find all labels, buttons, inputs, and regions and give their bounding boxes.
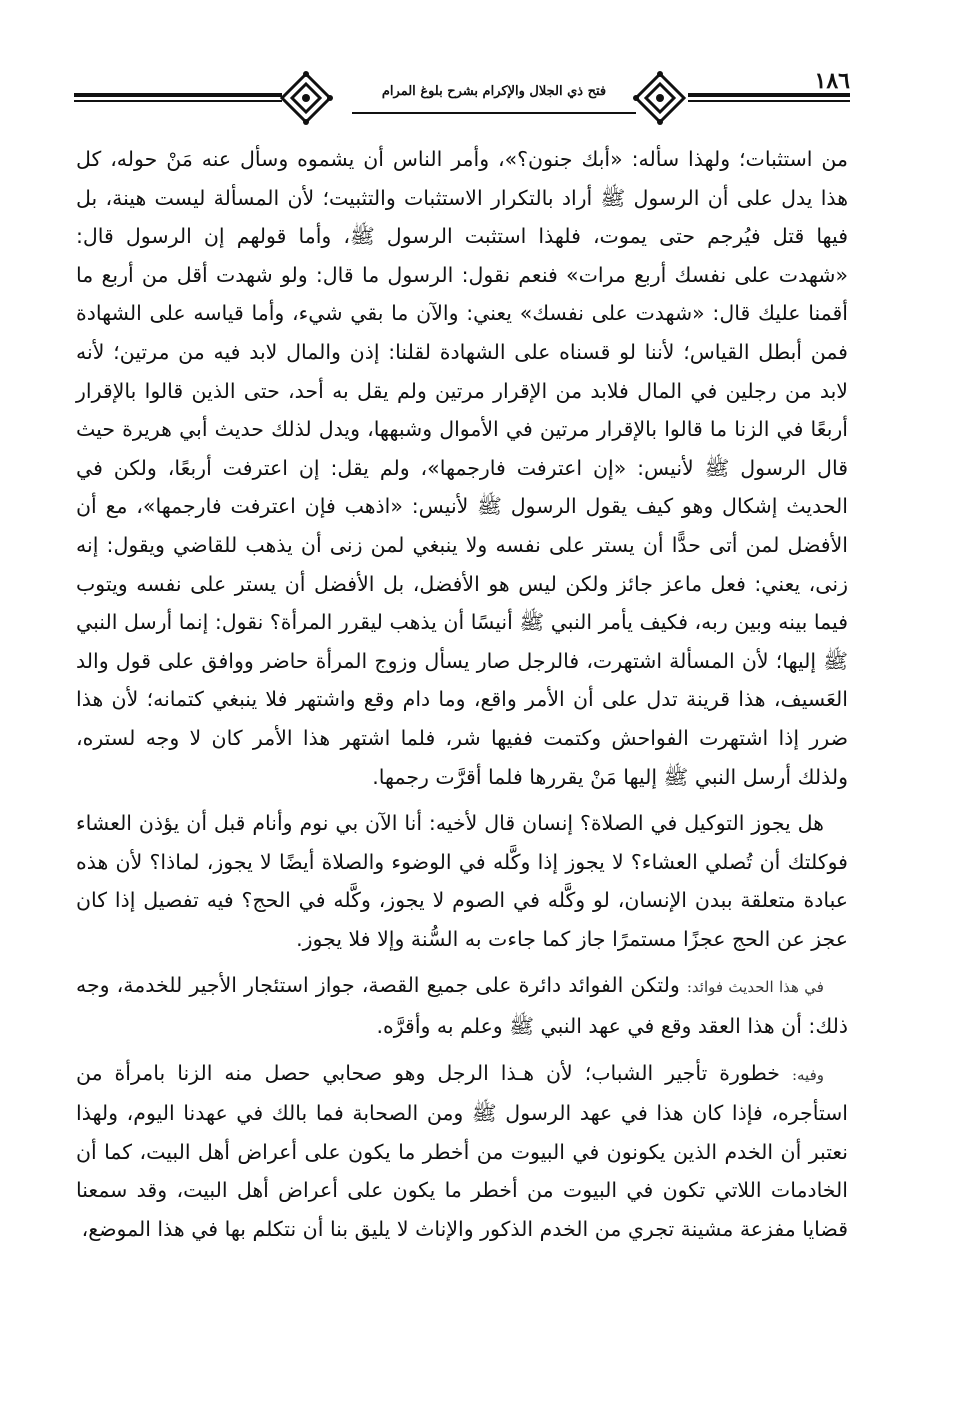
book-title: فتح ذي الجلال والإكرام بشرح بلوغ المرام — [381, 84, 607, 99]
page-body — [76, 140, 848, 1249]
ornament-left-icon — [276, 68, 336, 128]
paragraph-2: هل يجوز التوكيل في الصلاة؟ إنسان قال لأخيه: أنا الآن بي نوم وأنام قبل أن يؤذن العشاء فوكلتك أن تُصلي العشاء؟ لا يجوز إذا وكَّله في الوضوء والصلاة أيضًا لا يجوز، لماذا؟ لأن هذه عبادة متعلقة ببدن الإنسان، لو وكَّله في الصوم لا يجوز، وكَّله في الحج؟ فيه تفصيل إذا كان عجز عن الحج عجزًا مستمرًا جاز كما جاءت به السُّنة وإلا فلا يجوز. — [76, 811, 848, 951]
header-rule-right-thin — [688, 100, 850, 102]
page-number: ١٨٦ — [814, 68, 850, 94]
paragraph-1: من استثبات؛ ولهذا سأله: «أبك جنون؟»، وأمر الناس أن يشموه وسأل عنه مَنْ حوله، كل هذا يدل على أن الرسول ﷺ أراد بالتكرار الاستثبات والتثبيت؛ لأن المسألة ليست هينة، بل فيها قتل فيُرجم حتى يموت، فلهذا استثبت الرسول ﷺ، وأما قولهم إن الرسول قال: «شهدت على نفسك أربع مرات» فنعم نقول: الرسول ما قال: ولو شهدت أقل من أربع ما أقمنا عليك قال: «شهدت على نفسك» يعني: والآن ما بقي شيء، وأما قياسه على الشهادة فمن أبطل القياس؛ لأننا لو قسناه على الشهادة لقلنا: إذن والمال لابد فيه من مرتين؛ لأنه لابد من رجلين في المال فلابد من الإقرار مرتين ولم يقل به أحد، حتى الذين قالوا بالإقرار أربعًا في الزنا ما قالوا بالإقرار مرتين في الأموال وشبهها، ويدل لذلك حديث أبي هريرة حيث قال الرسول ﷺ لأنيس: «إن اعترفت فارجمها»، ولم يقل: إن اعترفت أربعًا، ولكن في الحديث إشكال وهو كيف يقول الرسول ﷺ لأنيس: «اذهب فإن اعترفت فارجمها»، مع أن الأفضل لمن أتى حدًّا أن يستر على نفسه ولا ينبغي لمن زنى أن يذهب للقاضي ويقول: إنه زنى، يعني: فعل ماعز جائز ولكن ليس هو الأفضل، بل الأفضل أن يستر على نفسه ويتوب فيما بينه وبين ربه، فكيف يأمر النبي ﷺ أنيسًا أن يذهب ليقرر المرأة؟ نقول: إنما أرسل النبي ﷺ إليها؛ لأن المسألة اشتهرت، فالرجل صار يسأل وزوج المرأة حاضر ووافق على قول والد العَسيف، هذا قرينة تدل على أن الأمر واقع، وما دام وقع واشتهر فلا ينبغي كتمانه؛ لأن هذا ضرر إذا اشتهرت الفواحش وكتمت ففيها شر، فلما اشتهر هذا الأمر كان لا وجه لستره، ولذلك أرسل النبي ﷺ إليها مَنْ يقررها فلما أقرَّت رجمها. — [76, 147, 848, 789]
paragraph-4-text: خطورة تأجير الشباب؛ لأن هـذا الرجل وهو صحابي حصل منه الزنا بامرأة من استأجره، فإذا كان هذا في عهد الرسول ﷺ ومن الصحابة فما بالك في عهدنا اليوم، ولهذا نعتبر أن الخدم الذين يكونون في البيوت من أخطر ما يكون على أعراض أهل البيت، كما أن الخادمات اللاتي تكون في البيوت من أخطر ما يكون على أعراض أهل البيت، وقد سمعنا قضايا مفزعة مشينة تجري من الخدم الذكور والإناث لا يليق بنا أن نتكلم بها في هذا الموضع، — [76, 1060, 848, 1242]
paragraph-3 — [76, 966, 848, 1045]
header-rule-left — [74, 93, 282, 97]
paragraph-4 — [76, 1054, 848, 1249]
paragraph-3-lead: في هذا الحديث فوائد: — [686, 978, 824, 997]
ornament-right-icon — [630, 68, 690, 128]
page-header — [70, 60, 850, 132]
paragraph-4-lead: وفيه: — [791, 1065, 824, 1084]
title-underline — [352, 112, 636, 114]
paragraph-3-text: ولتكن الفوائد دائرة على جميع القصة، جواز استئجار الأجير للخدمة، وجه ذلك: أن هذا العقد وقع في عهد النبي ﷺ وعلم به وأقرَّه. — [76, 973, 848, 1039]
header-rule-left-thin — [74, 100, 282, 102]
